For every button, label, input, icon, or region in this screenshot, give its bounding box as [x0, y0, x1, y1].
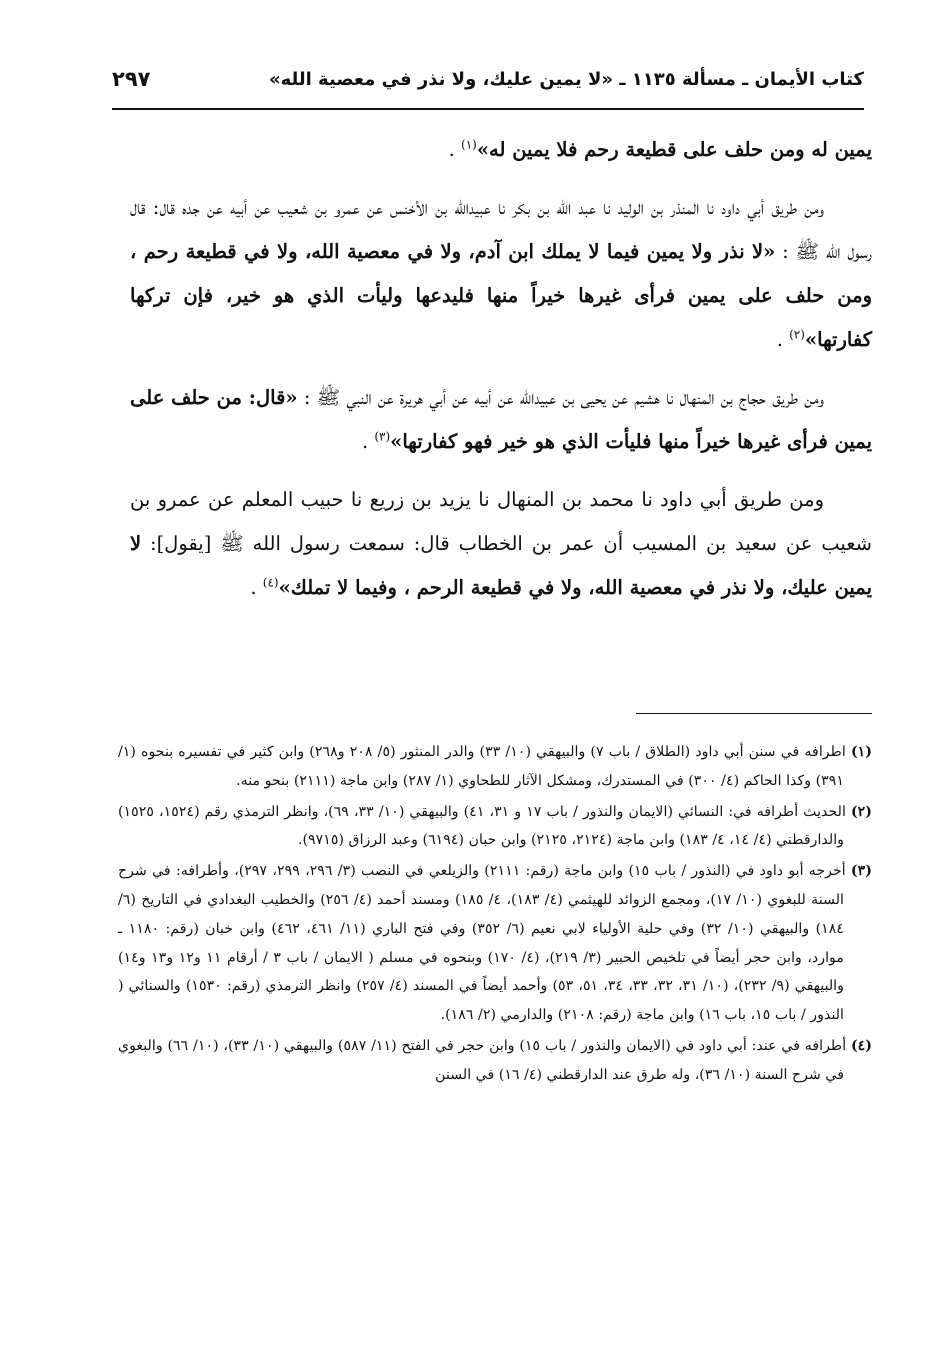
hadith-quote: «قال: من حلف على يمين فرأى غيرها خيراً منها فليأت الذي هو خير فهو كفارتها»	[130, 386, 872, 453]
paragraph-3	[130, 376, 872, 464]
footnote-number: (٤)	[850, 1037, 873, 1054]
main-text	[130, 128, 872, 624]
footnote-number: (٣)	[850, 863, 872, 880]
footnote-text: أطرافه في عند: أبي داود في (الايمان والنذور / باب ١٥) وابن حجر في الفتح (١١/ ٥٨٧) والبيهقي (١٠/ ٣٣)، (١٠/ ٦٦) والبغوي في شرح السنة (١٠/ ٣٦)، وله طرق عند الدارقطني (٤/ ١٦) في السنن	[118, 1037, 851, 1083]
footnote-text: أخرجه أبو داود في (النذور / باب ١٥) وابن ماجة (رقم: ٢١١١) والزيلعي في النصب (٣/ ٢٩٦، ٢٩٩، ٢٩٧)، وأطرافه: في شرح السنة للبغوي (١٠/ ١٧)، ومجمع الزوائد للهيثمي (٤/ ١٨٣)، ٤/ ١٨٥) ومسند أحمد (٤/ ٢٥٦) والخطيب البغدادي في التاريخ (٦/ ١٨٤) والبيهقي (١٠/ ٣٢) وفي حلية الأولياء لابي نعيم (٦/ ٣٥٢) وفي فتح الباري (١١/ ٤٦١، ٤٦٢) وابن خبان (رقم: ١١٨٠ ـ موارد، وابن حجر أيضاً في تلخيص الحبير (٣/ ٢١٩)، (٤/ ١٧٠) وبنحوه في مسلم ( الايمان / باب ٣ / أرقام ١١ و١٢ و١٣ و١٤) والبيهقي (٩/ ٢٣٢)، (١٠/ ٣١، ٣٢، ٣٣، ٣٤، ٥١، ٥٣) وأحمد أيضاً في المسند (٤/ ٢٥٧) وانظر الترمذي (رقم: ١٥٣٠) والسنائي ( النذور / باب ١٥، باب ١٦) وابن ماجة (رقم: ٢١٠٨) والدارمي (٢/ ١٨٦).	[118, 863, 851, 1024]
footnote-ref: (٤)	[262, 575, 279, 590]
page-header	[112, 56, 864, 102]
footnote-ref: (١)	[461, 137, 477, 152]
isnad-text: ومن طريق حجاج بن المنهال نا هشيم عن يحيى بن عبيدالله عن أبيه عن أبي هريرة عن النبي ﷺ :	[297, 386, 824, 409]
hadith-quote: لا يمين عليك، ولا نذر في معصية الله، ولا في قطيعة الرحم ، وفيما لا تملك»	[130, 532, 872, 599]
hadith-quote: يمين له ومن حلف على قطيعة رحم فلا يمين له»	[476, 138, 872, 161]
sentence-end: .	[250, 576, 263, 599]
running-head: كتاب الأيمان ـ مسألة ١١٣٥ ـ «لا يمين عليك، ولا نذر في معصية الله»	[268, 68, 864, 90]
footnote-number: (٢)	[850, 803, 872, 820]
footnote-text: الحديث أطرافه في: النسائي (الايمان والنذور / باب ١٧ و ٣١، ٤١) والبيهقي (١٠/ ٣٣، ٦٩)، وانظر الترمذي رقم (١٥٢٤، ١٥٢٥) والدارقطني (٤/ ١٤، ٤/ ١٨٣) وابن ماجة (٢١٢٤، ٢١٢٥) وابن حبان (٦١٩٤) وعبد الرزاق (٩٧١٥).	[118, 803, 851, 849]
paragraph-4	[130, 478, 872, 610]
footnote-number: (١)	[850, 744, 872, 760]
page-number: ٢٩٧	[112, 67, 151, 91]
footnote-2	[118, 798, 872, 856]
paragraph-1	[130, 128, 872, 172]
footnotes	[118, 738, 872, 1092]
isnad-text: ومن طريق أبي داود نا المنذر بن الوليد نا عبد الله بن بكر نا عبيدالله بن الأخنس عن عمرو بن شعيب عن أبيه عن جده قال: قال رسول الله ﷺ :	[130, 196, 872, 263]
paragraph-2	[130, 186, 872, 362]
footnote-4	[118, 1032, 872, 1090]
footnote-ref: (٣)	[374, 429, 391, 444]
footnote-text: اطرافه في سنن أبي داود (الطلاق / باب ٧) والبيهقي (١٠/ ٣٣) والدر المنثور (٥/ ٢٠٨ و٢٦٨) وابن كثير في تفسيره بنحوه (١/ ٣٩١) وكذا الحاكم (٤/ ٣٠٠) في المستدرك، ومشكل الآثار للطحاوي (١/ ٢٨٧) وابن ماجة (٢١١١) بنحو منه.	[118, 744, 851, 789]
header-rule	[112, 108, 864, 110]
sentence-end: .	[448, 138, 462, 161]
footnote-separator	[636, 713, 872, 714]
footnote-1	[118, 738, 872, 796]
isnad-text: ومن طريق أبي داود نا محمد بن المنهال نا يزيد بن زريع نا حبيب المعلم عن عمرو بن شعيب عن سعيد بن المسيب أن عمر بن الخطاب قال: سمعت رسول الله ﷺ [يقول]:	[130, 488, 872, 555]
footnote-ref: (٢)	[789, 327, 805, 342]
sentence-end: .	[361, 430, 375, 453]
sentence-end: .	[776, 328, 790, 351]
footnote-3	[118, 857, 872, 1030]
hadith-quote: «لا نذر ولا يمين فيما لا يملك ابن آدم، ولا في معصية الله، ولا في قطيعة رحم ، ومن حلف على يمين فرأى غيرها خيراً منها فليدعها وليأت الذي هو خير، فإن تركها كفارتها»	[130, 240, 872, 351]
